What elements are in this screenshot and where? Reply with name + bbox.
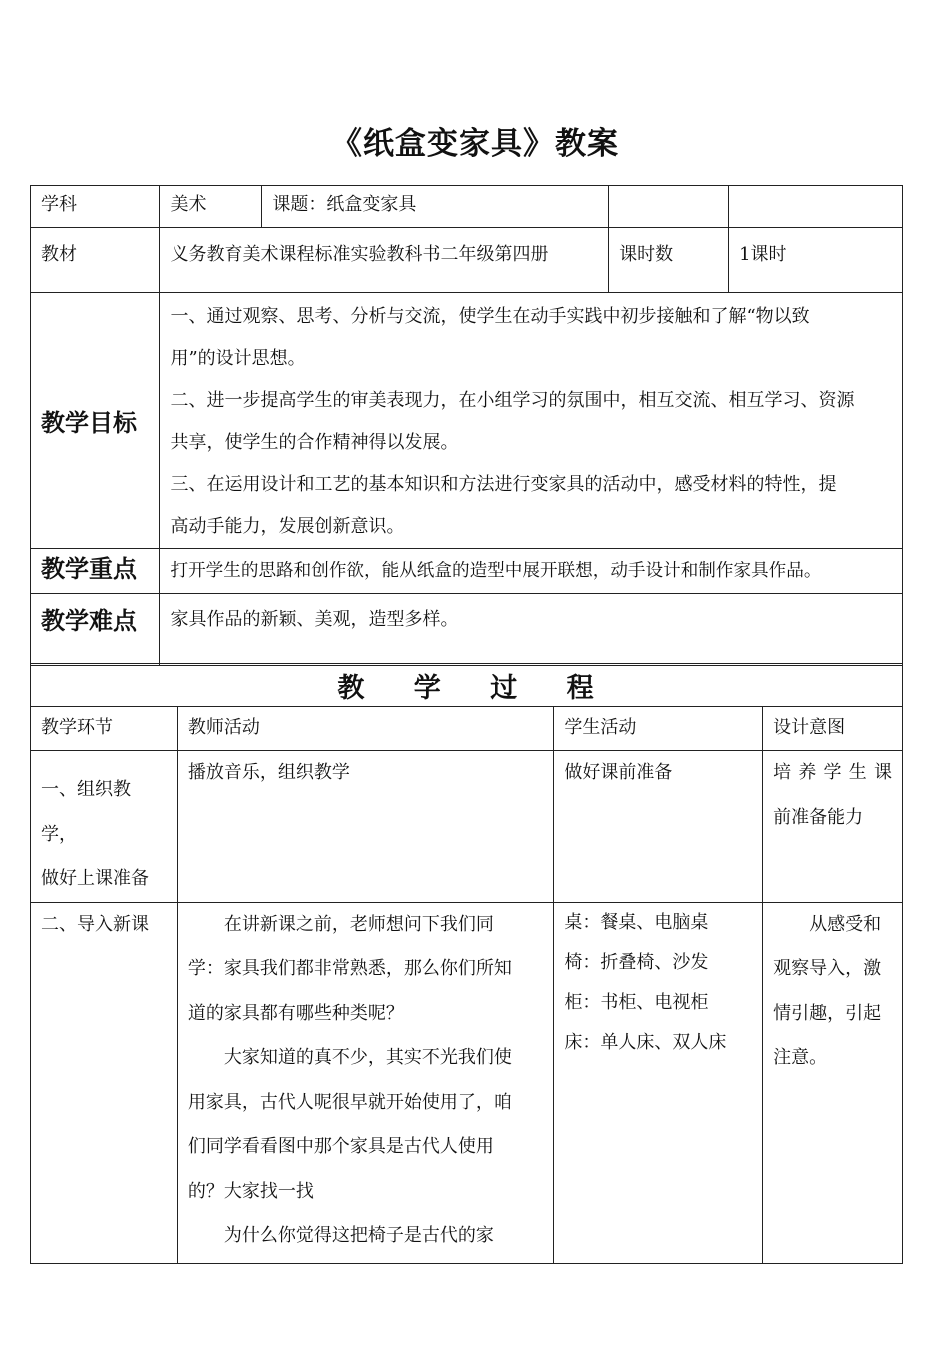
student-line: 桌：餐桌、电脑桌 bbox=[564, 911, 709, 933]
intent-line: 注意。 bbox=[773, 1047, 828, 1068]
topic: 课题：纸盒变家具 bbox=[272, 194, 417, 215]
teacher-line: 为什么你觉得这把椅子是古代的家 bbox=[223, 1225, 494, 1246]
hours-value: 1课时 bbox=[739, 244, 787, 265]
empty-cell bbox=[609, 186, 729, 228]
process-table bbox=[30, 663, 903, 1264]
teacher-line: 播放音乐，组织教学 bbox=[187, 762, 350, 783]
header-intent: 设计意图 bbox=[773, 717, 846, 738]
stage-line: 一、组织教学， bbox=[41, 779, 131, 845]
goals-label: 教学目标 bbox=[41, 407, 137, 437]
page-title: 《纸盒变家具》教案 bbox=[331, 126, 619, 162]
student-cell bbox=[554, 751, 762, 796]
header-stage: 教学环节 bbox=[41, 717, 113, 738]
subject-row bbox=[31, 186, 903, 228]
goal-line: 高动手能力，发展创新意识。 bbox=[170, 516, 405, 537]
student-cell bbox=[554, 903, 762, 1063]
goal-line: 共享，使学生的合作精神得以发展。 bbox=[170, 432, 459, 453]
student-line: 床：单人床、双人床 bbox=[564, 1031, 727, 1053]
teacher-line: 在讲新课之前，老师想问下我们同 bbox=[223, 913, 494, 935]
process-header-row bbox=[31, 707, 903, 751]
textbook-label: 教材 bbox=[41, 244, 77, 265]
goals-row bbox=[31, 293, 903, 549]
stage-line: 做好上课准备 bbox=[41, 868, 149, 889]
intent-line: 前准备能力 bbox=[773, 806, 864, 828]
hours-label: 课时数 bbox=[619, 244, 674, 265]
teacher-line: 道的家具都有哪些种类呢？ bbox=[187, 1002, 404, 1024]
lesson-info-table bbox=[30, 185, 903, 666]
goal-line: 一、通过观察、思考、分析与交流，使学生在动手实践中初步接触和了解“物以致 bbox=[170, 306, 810, 327]
goals-text bbox=[160, 293, 902, 548]
goal-line: 三、在运用设计和工艺的基本知识和方法进行变家具的活动中，感受材料的特性，提 bbox=[170, 474, 837, 495]
student-line: 柜：书柜、电视柜 bbox=[564, 991, 709, 1013]
process-title: 教 学 过 程 bbox=[337, 672, 596, 704]
teacher-cell bbox=[178, 903, 554, 1259]
key-point-label: 教学重点 bbox=[41, 554, 137, 583]
stage-cell bbox=[31, 751, 177, 902]
header-teacher: 教师活动 bbox=[187, 717, 260, 738]
intent-line: 培养学生课 bbox=[773, 762, 892, 783]
intent-line: 情引趣，引起 bbox=[773, 1002, 882, 1024]
difficulty-text: 家具作品的新颖、美观，造型多样。 bbox=[170, 609, 459, 630]
header-student: 学生活动 bbox=[564, 717, 637, 738]
intent-cell bbox=[763, 903, 902, 1081]
process-title-row bbox=[31, 664, 903, 707]
subject-value: 美术 bbox=[170, 194, 207, 215]
teacher-cell bbox=[178, 751, 554, 796]
teacher-line: 的？大家找一找 bbox=[187, 1180, 314, 1202]
stage-line: 二、导入新课 bbox=[41, 913, 149, 935]
process-row-2 bbox=[31, 902, 903, 1263]
teacher-line: 用家具，古代人呢很早就开始使用了，咱 bbox=[187, 1091, 512, 1113]
teacher-line: 学：家具我们都非常熟悉，那么你们所知 bbox=[187, 958, 512, 979]
goal-line: 用”的设计思想。 bbox=[170, 348, 306, 369]
process-row-1 bbox=[31, 751, 903, 903]
key-point-text: 打开学生的思路和创作欲，能从纸盒的造型中展开联想，动手设计和制作家具作品。 bbox=[170, 561, 822, 581]
intent-line: 观察导入，激 bbox=[773, 958, 882, 979]
intent-cell bbox=[763, 751, 902, 840]
stage-cell bbox=[31, 903, 177, 948]
key-point-row bbox=[31, 549, 903, 594]
textbook-value: 义务教育美术课程标准实验教科书二年级第四册 bbox=[170, 244, 549, 265]
difficulty-label: 教学难点 bbox=[41, 606, 137, 635]
teacher-line: 们同学看看图中那个家具是古代人使用 bbox=[187, 1136, 494, 1157]
teacher-line: 大家知道的真不少，其实不光我们使 bbox=[223, 1047, 512, 1068]
empty-cell bbox=[729, 186, 903, 228]
goal-line: 二、进一步提高学生的审美表现力，在小组学习的氛围中，相互交流、相互学习、资源 bbox=[170, 390, 855, 411]
intent-line: 从感受和 bbox=[809, 913, 882, 935]
difficulty-row bbox=[31, 594, 903, 666]
student-line: 椅：折叠椅、沙发 bbox=[564, 951, 709, 973]
student-line: 做好课前准备 bbox=[564, 762, 673, 783]
subject-label: 学科 bbox=[41, 194, 77, 215]
textbook-row bbox=[31, 228, 903, 293]
